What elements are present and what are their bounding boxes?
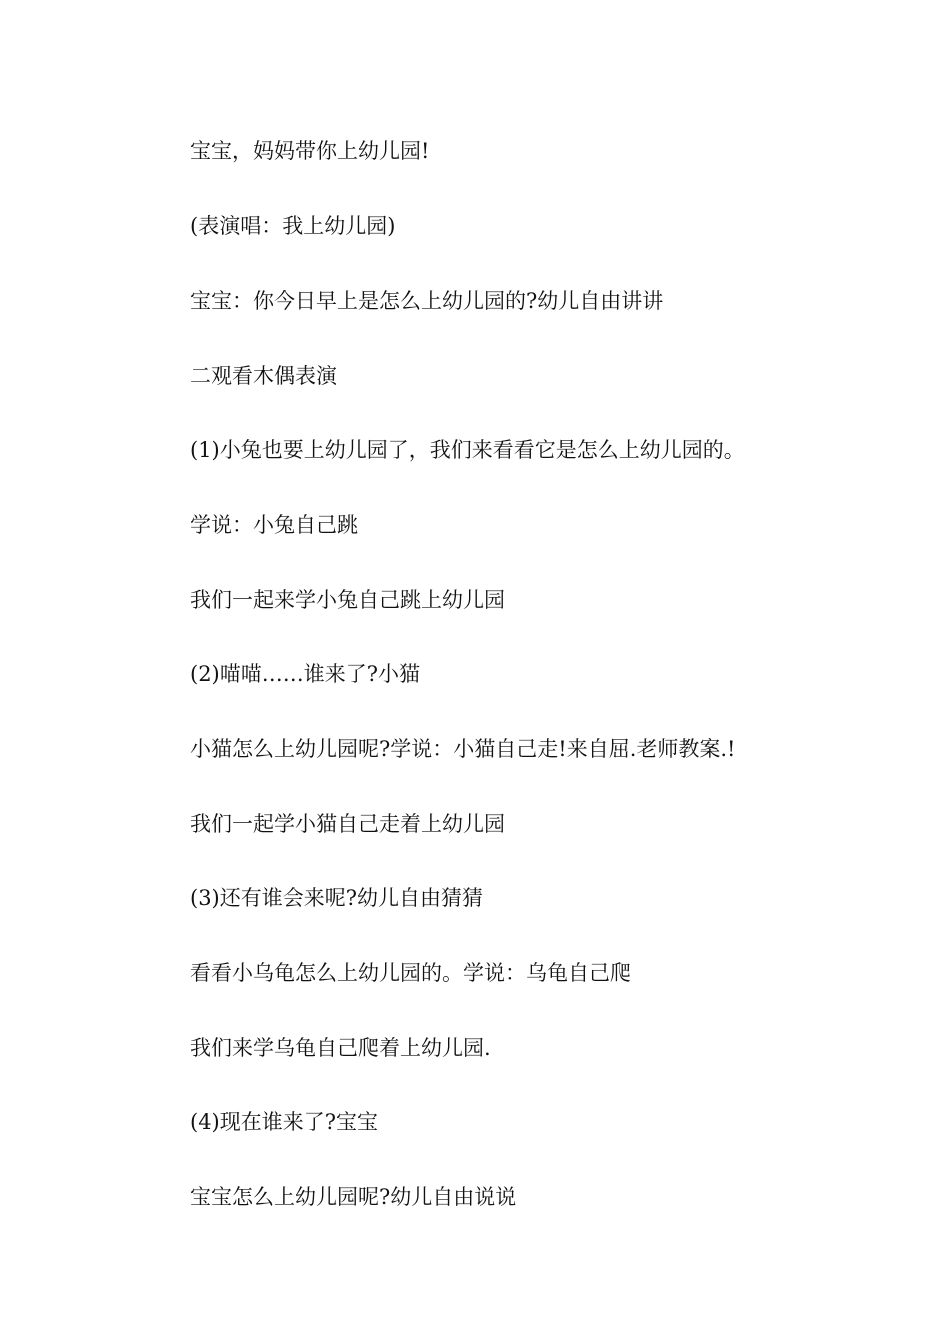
text-line: (表演唱：我上幼儿园) [190,214,396,238]
text-line: (3)还有谁会来呢?幼儿自由猜猜 [190,886,484,910]
text-line: (1)小兔也要上幼儿园了，我们来看看它是怎么上幼儿园的。 [190,438,745,462]
text-line: 小猫怎么上幼儿园呢?学说：小猫自己走!来自屈.老师教案.! [190,737,736,761]
text-line: 宝宝，妈妈带你上幼儿园! [190,139,430,163]
text-line: (4)现在谁来了?宝宝 [190,1110,379,1134]
text-line: 我们一起来学小兔自己跳上幼儿园 [190,588,505,612]
text-line: 学说：小兔自己跳 [190,513,358,537]
text-line: 看看小乌龟怎么上幼儿园的。学说：乌龟自己爬 [190,961,631,985]
text-line: 宝宝怎么上幼儿园呢?幼儿自由说说 [190,1185,517,1209]
text-line: 我们一起学小猫自己走着上幼儿园 [190,812,505,836]
section-heading: 二观看木偶表演 [190,364,337,388]
text-line: (2)喵喵……谁来了?小猫 [190,662,421,686]
text-line: 我们来学乌龟自己爬着上幼儿园. [190,1036,491,1060]
text-line: 宝宝：你今日早上是怎么上幼儿园的?幼儿自由讲讲 [190,289,664,313]
